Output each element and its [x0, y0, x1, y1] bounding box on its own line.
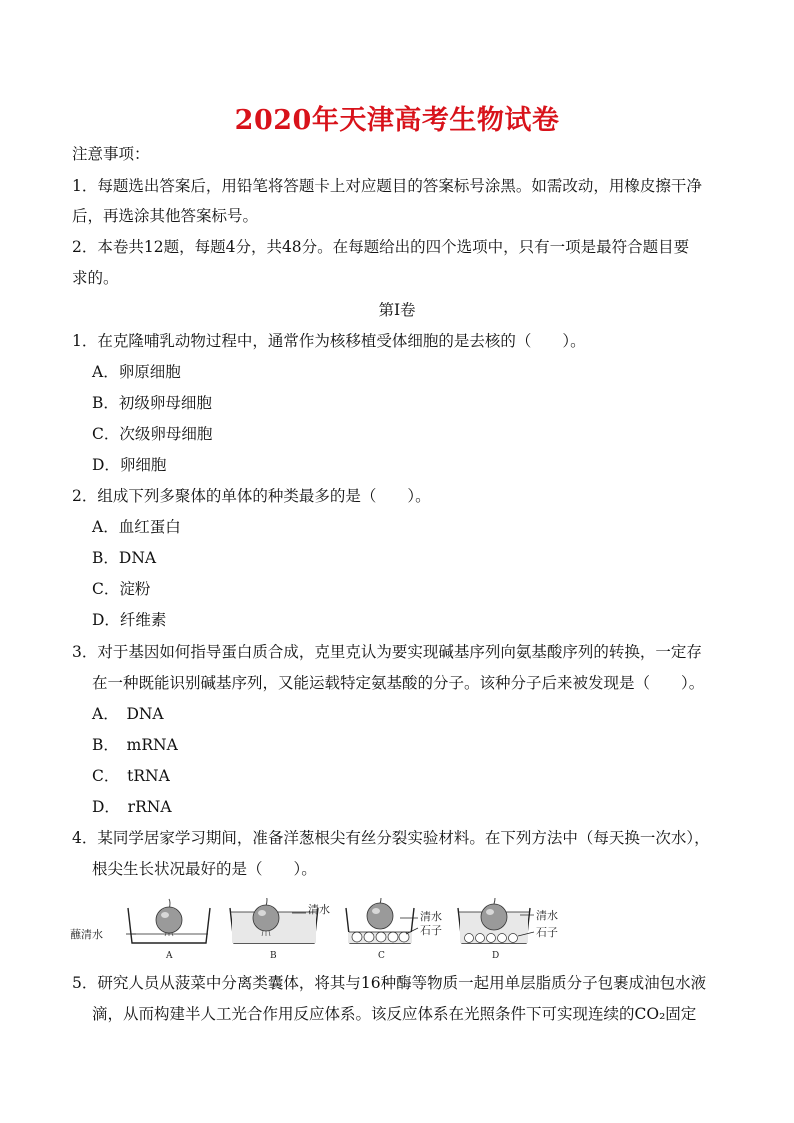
stone-icon [364, 932, 374, 942]
question-1-stem: 1．在克隆哺乳动物过程中，通常作为核移植受体细胞的是去核的（ ）。 [72, 332, 586, 350]
stone-icon [487, 934, 496, 943]
notice-item-2: 2．本卷共12题，每题4分，共48分。在每题给出的四个选项中，只有一项是最符合题目要 [72, 238, 690, 256]
question-1-option-b: B．初级卵母细胞 [92, 394, 212, 412]
stone-icon [498, 934, 507, 943]
section-heading: 第Ⅰ卷 [378, 301, 416, 319]
stone-icon [476, 934, 485, 943]
panel-letter-b: B [270, 951, 277, 960]
page-title: 2020年天津高考生物试卷 [234, 105, 560, 136]
stone-icon [509, 934, 518, 943]
panel-letter-c: C [378, 951, 385, 960]
question-1-option-c: C．次级卵母细胞 [92, 425, 213, 443]
question-1-option-a: A．卵原细胞 [92, 363, 181, 381]
question-3-option-a: A． DNA [92, 705, 164, 723]
stone-icon [376, 932, 386, 942]
label-water-b: 清水 [308, 903, 330, 916]
question-2-option-b: B．DNA [92, 549, 157, 567]
panel-b [230, 898, 330, 960]
panel-letter-d: D [492, 951, 500, 960]
notice-item-1-cont: 后，再选涂其他答案标号。 [72, 207, 259, 225]
onion-icon [253, 905, 279, 931]
question-5-stem-cont: 滴，从而构建半人工光合作用反应体系。该反应体系在光照条件下可实现连续的CO₂固定 [92, 1005, 697, 1023]
question-5-stem: 5．研究人员从菠菜中分离类囊体，将其与16种酶等物质一起用单层脂质分子包裹成油包水液 [72, 974, 707, 992]
onion-icon [156, 907, 182, 933]
onion-icon [481, 904, 507, 930]
question-2-option-d: D．纤维素 [92, 611, 167, 629]
question-3-stem: 3．对于基因如何指导蛋白质合成，克里克认为要实现碱基序列向氨基酸序列的转换，一定存 [72, 643, 702, 661]
label-dip-water: 蘸清水 [70, 928, 103, 941]
label-stones-d: 石子 [536, 926, 558, 939]
question-3-option-c: C． tRNA [92, 767, 170, 785]
question-1-option-d: D．卵细胞 [92, 456, 167, 474]
panel-c [346, 898, 442, 960]
stone-icon [465, 934, 474, 943]
question-4-stem: 4．某同学居家学习期间，准备洋葱根尖有丝分裂实验材料。在下列方法中（每天换一次水）， [72, 829, 710, 847]
panel-a [70, 899, 210, 960]
question-2-stem: 2．组成下列多聚体的单体的种类最多的是（ ）。 [72, 487, 431, 505]
notice-item-1: 1．每题选出答案后，用铅笔将答题卡上对应题目的答案标号涂黑。如需改动，用橡皮擦干净 [72, 177, 702, 195]
question-3-option-b: B． mRNA [92, 736, 178, 754]
stone-icon [388, 932, 398, 942]
onion-icon [367, 903, 393, 929]
label-stones-c: 石子 [420, 924, 442, 937]
question-2-option-c: C．淀粉 [92, 580, 151, 598]
question-3-option-d: D． rRNA [92, 798, 172, 816]
question-4-stem-cont: 根尖生长状况最好的是（ ）。 [92, 860, 317, 878]
stone-icon [352, 932, 362, 942]
notice-heading: 注意事项： [72, 145, 150, 163]
panel-letter-a: A [166, 951, 173, 960]
notice-item-2-cont: 求的。 [72, 269, 119, 287]
question-3-stem-cont: 在一种既能识别碱基序列，又能运载特定氨基酸的分子。该种分子后来被发现是（ ）。 [92, 674, 705, 692]
question-2-option-a: A．血红蛋白 [92, 518, 181, 536]
onion-setup-figure [70, 898, 570, 960]
panel-d [458, 898, 558, 960]
label-water-c: 清水 [420, 910, 442, 923]
label-water-d: 清水 [536, 909, 558, 922]
